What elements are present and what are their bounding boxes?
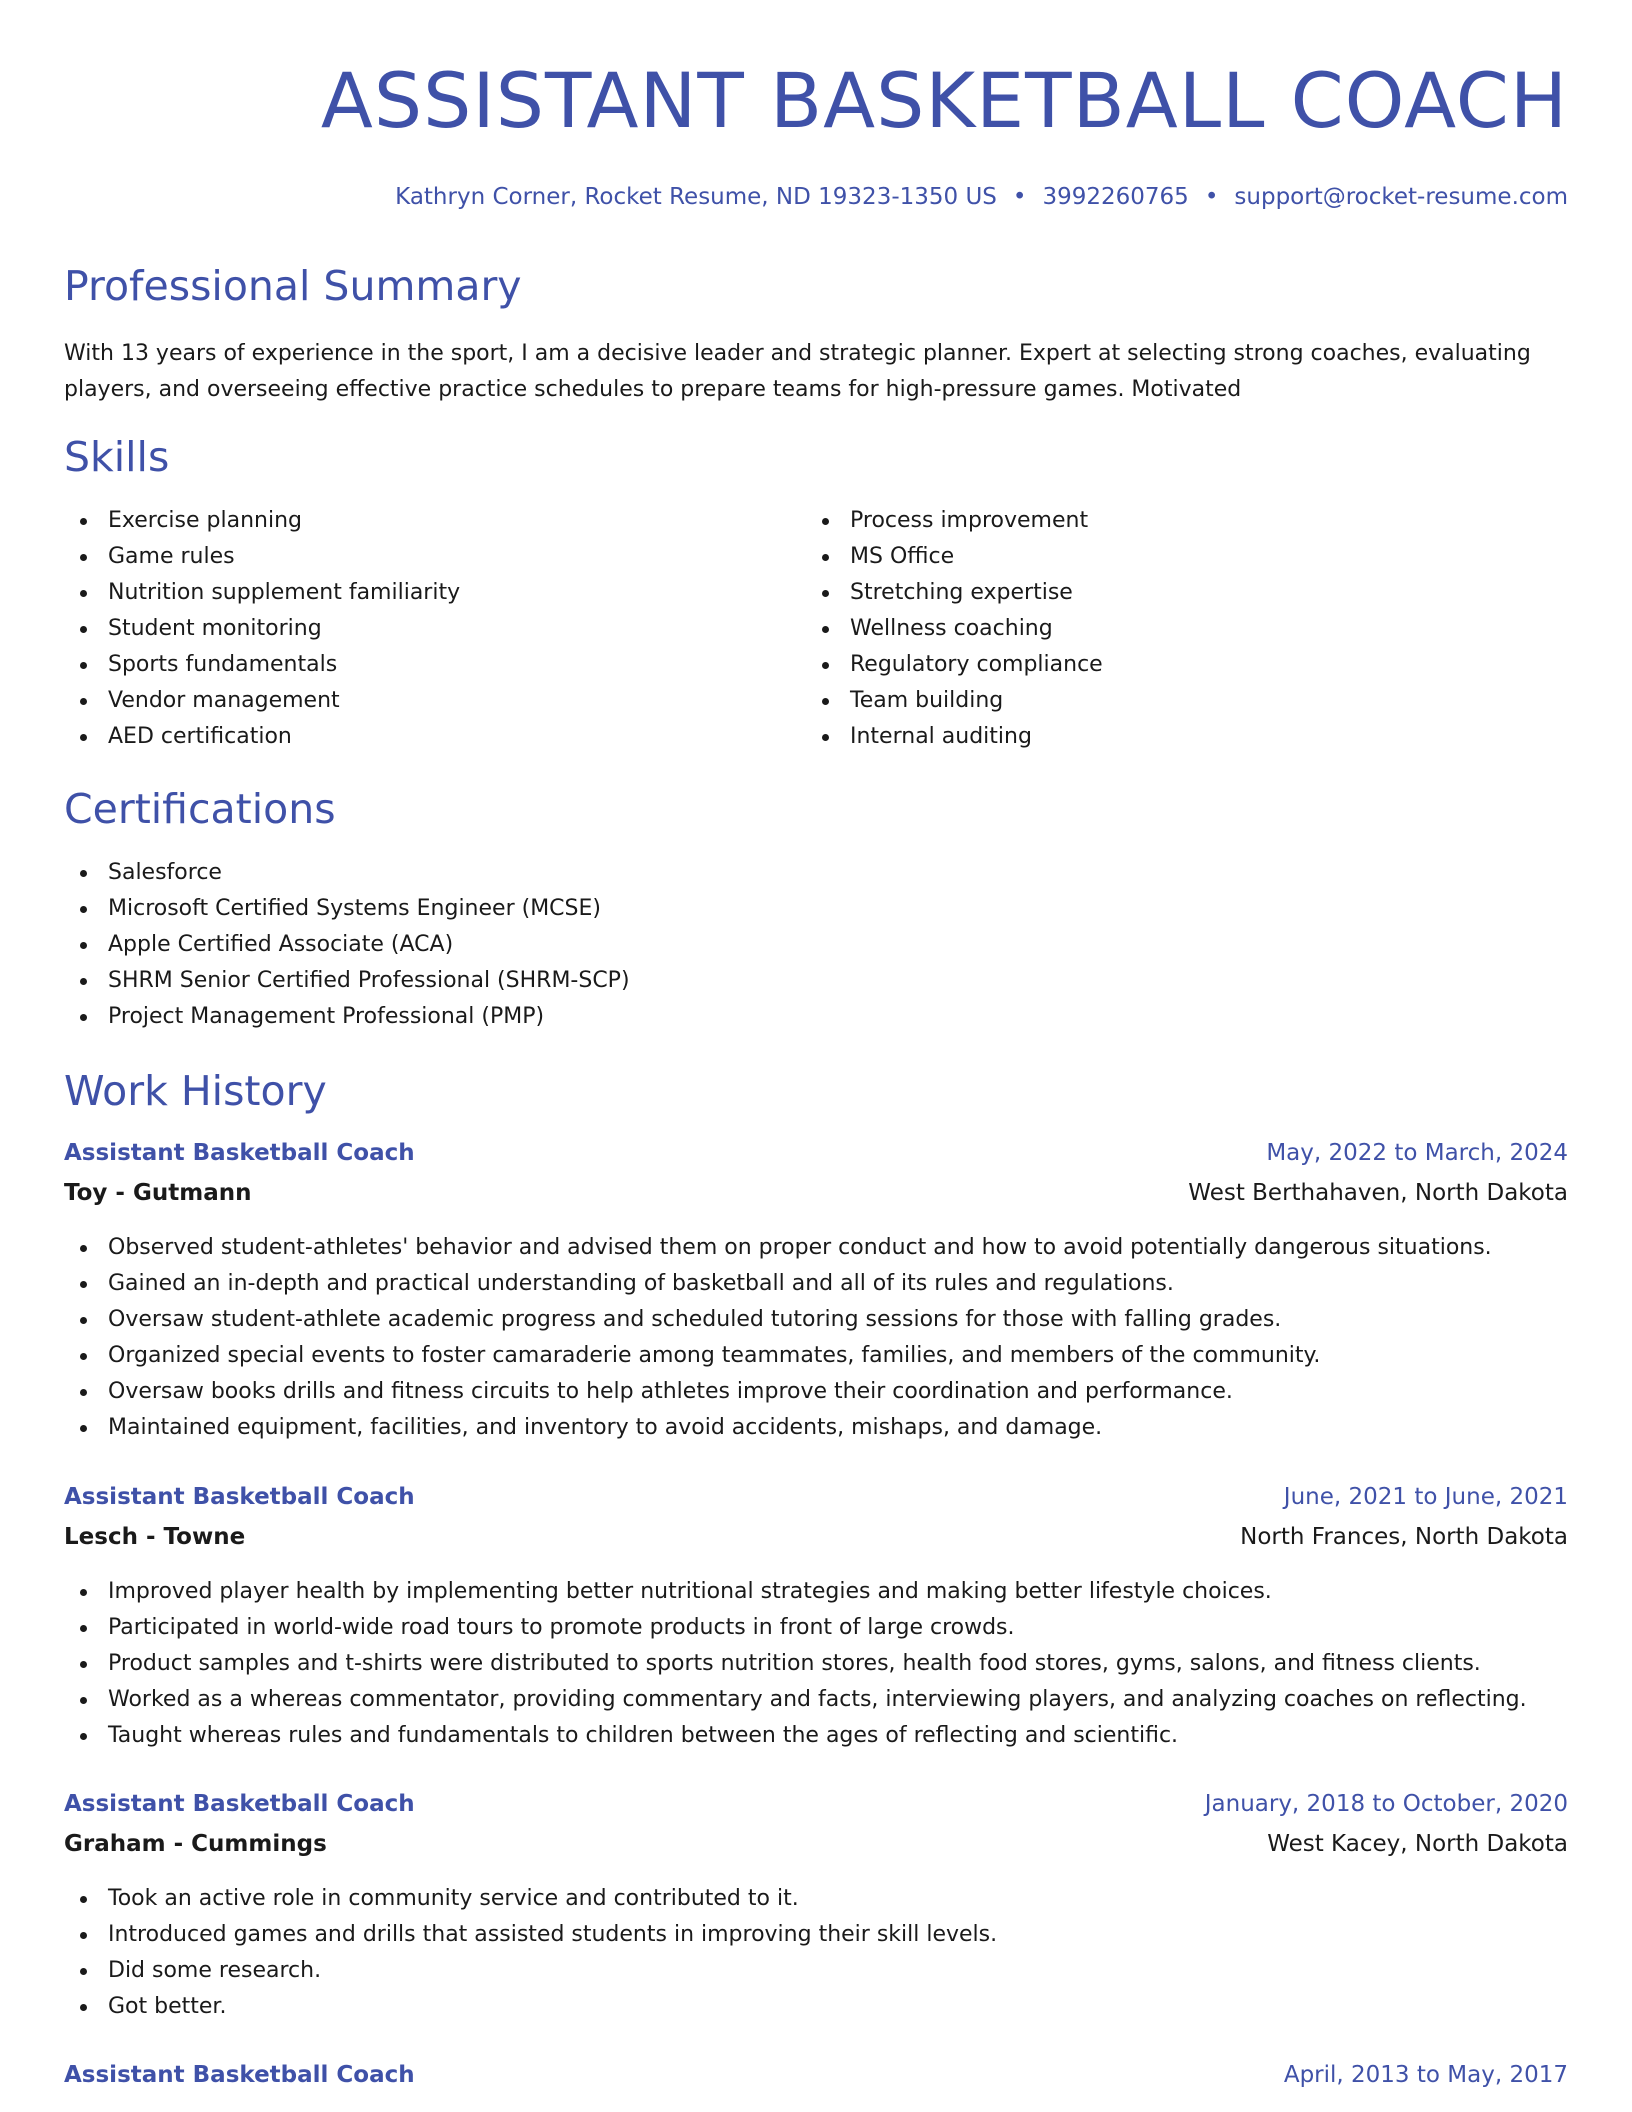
resume-page [64, 0, 1568, 2112]
job-entry [64, 1140, 1568, 1446]
resume-title: ASSISTANT BASKETBALL COACH [320, 56, 1568, 145]
job-duty-item: Taught whereas rules and fundamentals to children between the ages of reflecting and scientific. [64, 1718, 1568, 1754]
job-duty-item: Product samples and t-shirts were distributed to sports nutrition stores, health food stores, gyms, salons, and fitness clients. [64, 1646, 1568, 1682]
skills-list-right [806, 503, 1548, 755]
skill-item: Vendor management [64, 683, 806, 719]
job-duty-item: Introduced games and drills that assisted students in improving their skill levels. [64, 1917, 1568, 1953]
job-dates: May, 2022 to March, 2024 [1266, 1140, 1568, 1166]
contact-address: Kathryn Corner, Rocket Resume, ND 19323-1350 US [395, 184, 997, 210]
job-entry [64, 1791, 1568, 2025]
contact-line [395, 184, 1568, 210]
certifications-section [64, 785, 1568, 1035]
skill-item: Team building [806, 683, 1548, 719]
job-company-row [64, 1831, 1568, 1871]
job-title: Assistant Basketball Coach [64, 1140, 415, 1166]
job-duty-item: Took an active role in community service and contributed to it. [64, 1881, 1568, 1917]
skills-columns [64, 481, 1568, 755]
job-duties-list [64, 1574, 1568, 1754]
job-location: North Frances, North Dakota [1240, 1524, 1568, 1550]
job-company: Lesch - Towne [64, 1524, 246, 1550]
skill-item: Sports fundamentals [64, 647, 806, 683]
job-duty-item: Got better. [64, 1989, 1568, 2025]
certification-item: SHRM Senior Certified Professional (SHRM-SCP) [64, 963, 1568, 999]
job-title-row [64, 2062, 1568, 2102]
skill-item: Game rules [64, 539, 806, 575]
work-history-heading: Work History [64, 1067, 327, 1115]
contact-phone: 3992260765 [1042, 184, 1189, 210]
job-duty-item: Observed student-athletes' behavior and advised them on proper conduct and how to avoid potentially dangerous situations. [64, 1230, 1568, 1266]
job-company-row [64, 1524, 1568, 1564]
job-duty-item: Oversaw student-athlete academic progress and scheduled tutoring sessions for those with falling grades. [64, 1302, 1568, 1338]
job-duty-item: Organized special events to foster camaraderie among teammates, families, and members of the community. [64, 1338, 1568, 1374]
skills-section [64, 433, 1568, 755]
job-location: West Kacey, North Dakota [1267, 1831, 1568, 1857]
job-title: Assistant Basketball Coach [64, 1791, 415, 1817]
job-title: Assistant Basketball Coach [64, 2062, 415, 2088]
job-duty-item: Improved player health by implementing better nutritional strategies and making better lifestyle choices. [64, 1574, 1568, 1610]
contact-email[interactable]: support@rocket-resume.com [1234, 184, 1568, 210]
skill-item: Exercise planning [64, 503, 806, 539]
work-history-section [64, 1067, 1568, 1115]
job-dates: June, 2021 to June, 2021 [1283, 1484, 1568, 1510]
job-company: Toy - Gutmann [64, 1180, 252, 1206]
skill-item: AED certification [64, 719, 806, 755]
job-duties-list [64, 1881, 1568, 2025]
job-entry [64, 2062, 1568, 2102]
job-title-row [64, 1140, 1568, 1180]
certifications-heading: Certifications [64, 785, 336, 833]
skills-list-left [64, 503, 806, 755]
skill-item: Process improvement [806, 503, 1548, 539]
summary-heading: Professional Summary [64, 262, 522, 310]
job-duty-item: Participated in world-wide road tours to promote products in front of large crowds. [64, 1610, 1568, 1646]
job-dates: January, 2018 to October, 2020 [1204, 1791, 1568, 1817]
job-company-row [64, 1180, 1568, 1220]
certification-item: Project Management Professional (PMP) [64, 999, 1568, 1035]
skill-item: Student monitoring [64, 611, 806, 647]
skill-item: Internal auditing [806, 719, 1548, 755]
job-duty-item: Gained an in-depth and practical understanding of basketball and all of its rules and regulations. [64, 1266, 1568, 1302]
certification-item: Microsoft Certified Systems Engineer (MCSE) [64, 891, 1568, 927]
skill-item: Regulatory compliance [806, 647, 1548, 683]
job-title-row [64, 1791, 1568, 1831]
summary-section [64, 262, 1568, 408]
certifications-list [64, 855, 1568, 1035]
job-title-row [64, 1484, 1568, 1524]
skills-heading: Skills [64, 433, 170, 481]
certification-item: Salesforce [64, 855, 1568, 891]
job-duty-item: Worked as a whereas commentator, providing commentary and facts, interviewing players, and analyzing coaches on reflecting. [64, 1682, 1568, 1718]
skill-item: Wellness coaching [806, 611, 1548, 647]
job-duties-list [64, 1230, 1568, 1446]
job-duty-item: Oversaw books drills and fitness circuits to help athletes improve their coordination and performance. [64, 1374, 1568, 1410]
job-dates: April, 2013 to May, 2017 [1283, 2062, 1568, 2088]
skill-item: MS Office [806, 539, 1548, 575]
summary-text: With 13 years of experience in the sport, I am a decisive leader and strategic planner. Expert at selecting strong coaches, evaluating players, and overseeing effective practice schedules to prepare teams for high-pressure games. Motivated [64, 341, 1531, 402]
job-entry [64, 1484, 1568, 1754]
certification-item: Apple Certified Associate (ACA) [64, 927, 1568, 963]
job-location: West Berthahaven, North Dakota [1188, 1180, 1568, 1206]
contact-separator: • [1012, 184, 1027, 210]
contact-separator: • [1204, 184, 1219, 210]
job-duty-item: Did some research. [64, 1953, 1568, 1989]
skill-item: Stretching expertise [806, 575, 1548, 611]
job-duty-item: Maintained equipment, facilities, and inventory to avoid accidents, mishaps, and damage. [64, 1410, 1568, 1446]
skill-item: Nutrition supplement familiarity [64, 575, 806, 611]
job-company: Graham - Cummings [64, 1831, 327, 1857]
job-title: Assistant Basketball Coach [64, 1484, 415, 1510]
